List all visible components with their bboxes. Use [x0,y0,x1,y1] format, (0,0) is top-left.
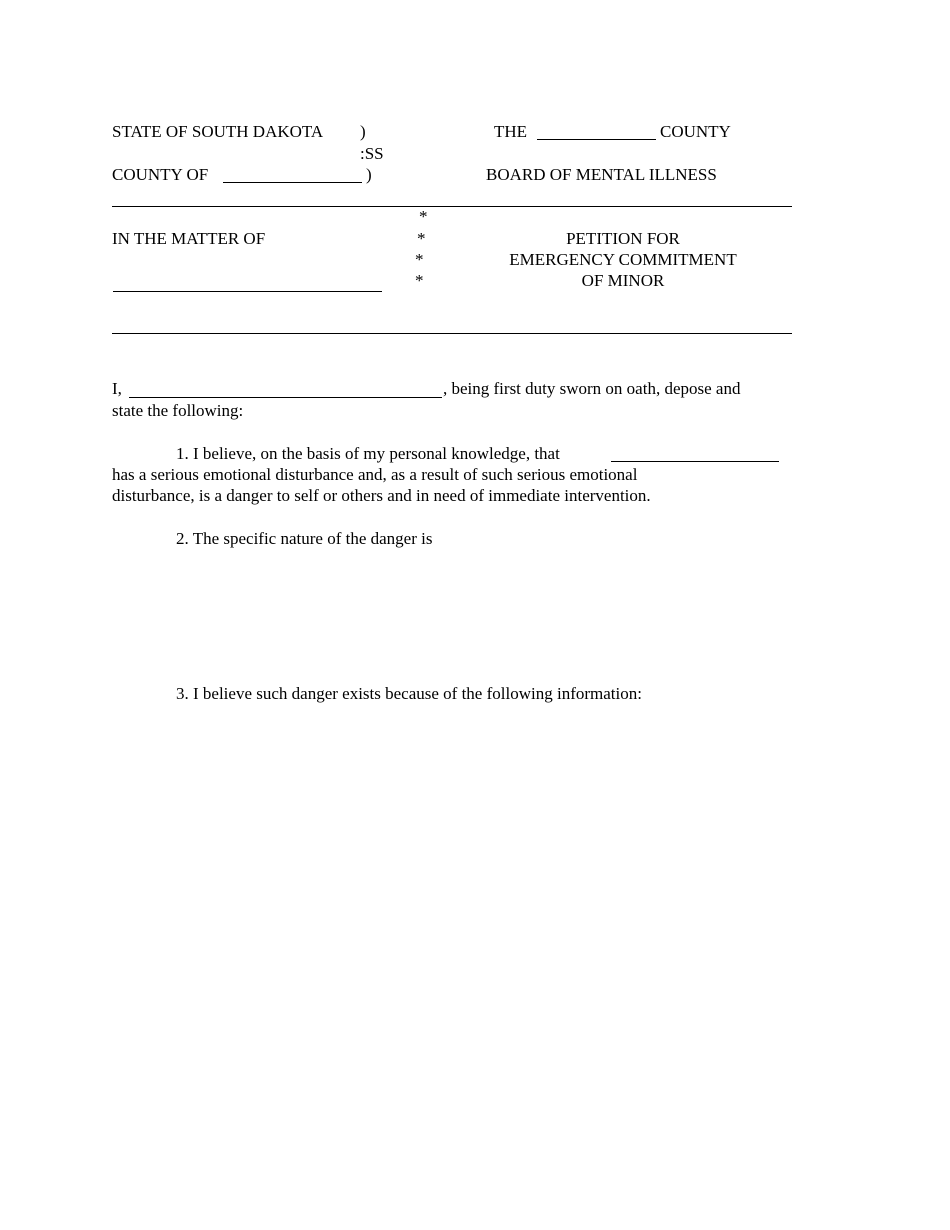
caption-bottom-rule [112,333,792,334]
asterisk: * [415,250,424,269]
county-name-blank[interactable] [537,139,656,140]
venue-paren-2: ) [366,165,372,184]
minor-name-blank-2[interactable] [611,461,779,462]
item-1-line-3: disturbance, is a danger to self or others and in need of immediate intervention. [112,486,651,505]
county-of-label: COUNTY OF [112,165,209,184]
matter-label: IN THE MATTER OF [112,229,266,248]
item-2: 2. The specific nature of the danger is [176,529,433,548]
intro-line-2: state the following: [112,401,244,420]
county-word: COUNTY [660,122,731,141]
petition-title-line-3: OF MINOR [581,271,665,290]
board-label: BOARD OF MENTAL ILLNESS [486,165,717,184]
petition-title-line-1: PETITION FOR [566,229,680,248]
state-label: STATE OF SOUTH DAKOTA [112,122,324,141]
asterisk: * [419,207,428,226]
venue-paren-1: ) [360,122,366,141]
caption-top-rule [112,206,792,207]
petitioner-name-blank[interactable] [129,397,442,398]
asterisk: * [415,271,424,290]
item-3: 3. I believe such danger exists because of the following information: [176,684,642,703]
petition-title-line-2: EMERGENCY COMMITMENT [509,250,737,269]
county-of-blank[interactable] [223,182,362,183]
asterisk: * [417,229,426,248]
intro-suffix: , being first duty sworn on oath, depose and [443,379,741,398]
ss-label: :SS [360,144,384,163]
the-label: THE [494,122,528,141]
intro-prefix: I, [112,379,122,398]
minor-name-blank[interactable] [113,291,382,292]
item-1-line-2: has a serious emotional disturbance and, as a result of such serious emotional [112,465,638,484]
item-1-line-1: 1. I believe, on the basis of my personal knowledge, that [176,444,560,463]
